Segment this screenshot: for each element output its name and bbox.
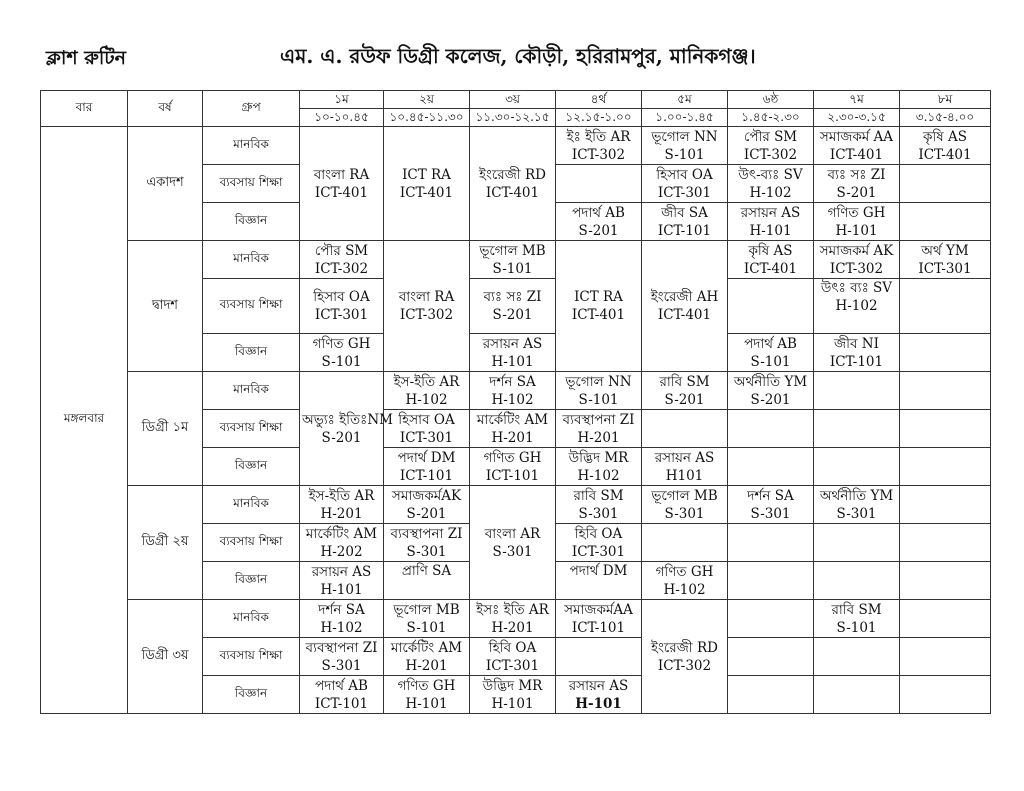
subject-teacher: ভূগোল MB: [479, 242, 546, 259]
room-code: ICT-301: [571, 543, 626, 560]
subject-teacher: ইংরেজী RD: [479, 166, 546, 183]
group-cell: বিজ্ঞান: [203, 203, 300, 241]
empty-cell: [814, 524, 900, 562]
subject-teacher: হিবি OA: [488, 639, 537, 656]
class-cell: [384, 241, 470, 372]
group-cell: ব্যবসায় শিক্ষা: [203, 165, 300, 203]
period-name: ৬ষ্ঠ: [728, 91, 814, 109]
class-cell: [556, 600, 642, 638]
subject-teacher: রসায়ন AS: [311, 563, 372, 580]
room-code: S-201: [750, 391, 791, 408]
room-code: S-201: [406, 505, 447, 522]
period-name: ৮ম: [900, 91, 991, 109]
room-code: S-101: [406, 619, 447, 636]
subject-teacher: রাবি SM: [831, 601, 882, 618]
subject-teacher: গণিত GH: [397, 677, 456, 694]
class-cell: [384, 448, 470, 486]
room-code: H-102: [491, 391, 534, 408]
class-cell: [470, 486, 556, 600]
subject-teacher: পদার্থ AB: [315, 677, 368, 694]
class-cell: [814, 334, 900, 372]
empty-cell: [814, 372, 900, 410]
year-cell: একাদশ: [128, 127, 203, 241]
subject-teacher: মার্কেটিং AM: [305, 525, 378, 542]
room-code: ICT-401: [571, 307, 626, 323]
subject-teacher: সমাজকর্ম AA: [819, 128, 894, 145]
class-cell: [384, 372, 470, 410]
subject-teacher: রসায়ন AS: [654, 449, 715, 466]
subject-teacher: জীব SA: [661, 204, 708, 221]
subject-teacher: মার্কেটিং AM: [390, 639, 463, 656]
col-header-day: বার: [41, 91, 128, 127]
class-cell: [300, 279, 384, 334]
room-code: ICT-401: [485, 184, 540, 201]
room-code: S-201: [492, 307, 533, 323]
period-time: ১.৪৫-২.৩০: [728, 109, 814, 127]
class-cell: [470, 600, 556, 638]
class-cell: [814, 165, 900, 203]
group-cell: বিজ্ঞান: [203, 676, 300, 714]
room-code: S-201: [578, 222, 619, 239]
period-time: ১.০০-১.৪৫: [642, 109, 728, 127]
class-cell: [814, 241, 900, 279]
subject-teacher: পদার্থ DM: [397, 449, 456, 466]
subject-teacher: অর্থনীতি YM: [733, 373, 808, 390]
class-cell: [384, 676, 470, 714]
room-code: S-101: [578, 391, 619, 408]
subject-teacher: গণিত GH: [483, 449, 542, 466]
room-code: S-101: [664, 146, 705, 163]
period-name: ২য়: [384, 91, 470, 109]
group-cell: মানবিক: [203, 600, 300, 638]
room-code: H-102: [749, 184, 792, 201]
empty-cell: [900, 638, 991, 676]
class-cell: [470, 334, 556, 372]
empty-cell: [814, 562, 900, 600]
room-code: H-102: [835, 298, 878, 314]
period-name: ৩য়: [470, 91, 556, 109]
class-cell: [470, 638, 556, 676]
subject-teacher: ICT RA: [402, 166, 451, 183]
class-routine-table: [40, 90, 991, 714]
empty-cell: [728, 600, 814, 638]
room-code: ICT-101: [399, 467, 454, 484]
class-cell: [728, 334, 814, 372]
college-title: এম. এ. রউফ ডিগ্রী কলেজ, কৌড়ী, হরিরামপুর, মানিকগঞ্জ।: [280, 44, 756, 68]
room-code: H-102: [577, 467, 620, 484]
class-cell: [642, 600, 728, 714]
room-code: H-201: [491, 429, 534, 446]
year-cell: ডিগ্রী ৩য়: [128, 600, 203, 714]
class-cell: [384, 600, 470, 638]
header-row: [41, 91, 991, 109]
room-code: H-201: [320, 505, 363, 522]
period-name: ৭ম: [814, 91, 900, 109]
room-code: ICT-302: [743, 146, 798, 163]
subject-teacher: বাংলা RA: [398, 289, 455, 305]
room-code: ICT-401: [918, 146, 972, 163]
class-cell: [814, 279, 900, 334]
group-cell: ব্যবসায় শিক্ষা: [203, 279, 300, 334]
empty-cell: [814, 448, 900, 486]
class-cell: [300, 372, 394, 486]
class-cell: [556, 203, 642, 241]
subject-teacher: ব্যবস্থাপনা ZI: [390, 525, 463, 542]
subject-teacher: উদ্ভিদ MR: [568, 449, 629, 466]
class-cell: [470, 676, 556, 714]
class-cell: [556, 524, 642, 562]
col-header-year: বর্ষ: [128, 91, 203, 127]
period-time: ১০.৪৫-১১.৩০: [384, 109, 470, 127]
subject-teacher: গণিত GH: [827, 204, 886, 221]
class-cell: [300, 562, 384, 600]
class-cell: [300, 241, 384, 279]
class-cell: [728, 127, 814, 165]
year-cell: দ্বাদশ: [128, 241, 203, 372]
table-row: [41, 127, 991, 165]
subject-teacher: সমাজকর্মAK: [391, 487, 462, 504]
room-code: H-201: [405, 657, 448, 674]
subject-teacher: পৌর SM: [743, 128, 798, 145]
class-cell: [728, 486, 814, 524]
class-cell: [300, 676, 384, 714]
class-cell: [814, 127, 900, 165]
group-cell: ব্যবসায় শিক্ষা: [203, 638, 300, 676]
room-code: ICT-401: [314, 184, 369, 201]
room-code: ICT-302: [314, 260, 369, 277]
room-code: S-301: [750, 505, 791, 522]
subject-teacher: গণিত GH: [312, 335, 371, 352]
room-code: H-101: [491, 695, 534, 712]
class-cell: [642, 448, 728, 486]
group-cell: ব্যবসায় শিক্ষা: [203, 524, 300, 562]
class-cell: [900, 241, 991, 279]
empty-cell: [728, 410, 814, 448]
class-cell: [556, 372, 642, 410]
period-time: ১০-১০.৪৫: [300, 109, 384, 127]
class-cell: [470, 410, 556, 448]
room-code: H-102: [663, 581, 706, 598]
period-time: ১২.১৫-১.০০: [556, 109, 642, 127]
subject-teacher: রসায়ন AS: [568, 677, 629, 694]
room-code: S-301: [492, 543, 533, 560]
room-code: ICT-101: [571, 619, 626, 636]
subject-teacher: পৌর SM: [314, 242, 369, 259]
group-cell: ব্যবসায় শিক্ষা: [203, 410, 300, 448]
room-code: H101: [665, 467, 704, 484]
room-code: S-101: [492, 260, 533, 277]
class-cell: [384, 410, 470, 448]
subject-teacher: পদার্থ AB: [572, 204, 625, 221]
empty-cell: [900, 165, 991, 203]
class-cell: [556, 127, 642, 165]
room-code: H-102: [405, 391, 448, 408]
subject-teacher: অর্থ YM: [921, 242, 969, 259]
subject-teacher: উৎ-ব্যঃ SV: [738, 166, 803, 183]
empty-cell: [900, 334, 991, 372]
subject-teacher: হিসাব OA: [656, 166, 713, 183]
room-code: H-102: [320, 619, 363, 636]
year-cell: ডিগ্রী ২য়: [128, 486, 203, 600]
room-code: ICT-302: [399, 307, 454, 323]
room-code: S-301: [578, 505, 619, 522]
subject-teacher: সমাজকর্মAA: [564, 601, 633, 618]
subject-teacher: অর্থনীতি YM: [819, 487, 894, 504]
empty-cell: [900, 676, 991, 714]
empty-cell: [900, 486, 991, 524]
table-row: [41, 241, 991, 279]
room-code: H-202: [320, 543, 363, 560]
room-code: S-201: [321, 429, 362, 446]
group-cell: বিজ্ঞান: [203, 334, 300, 372]
class-cell: [814, 486, 900, 524]
room-code: H-201: [577, 429, 620, 446]
subject-teacher: রাবি SM: [573, 487, 624, 504]
empty-cell: [728, 562, 814, 600]
room-code: ICT-401: [743, 260, 798, 277]
table-row: [41, 600, 991, 638]
group-cell: মানবিক: [203, 241, 300, 279]
room-code: ICT-301: [918, 260, 972, 277]
room-code: S-301: [406, 543, 447, 560]
room-code: S-301: [321, 657, 362, 674]
subject-teacher: ইঃ ইতি AR: [566, 128, 631, 145]
subject-teacher: দর্শন SA: [747, 487, 794, 504]
class-cell: [470, 241, 556, 279]
class-cell: [384, 524, 470, 562]
period-name: ১ম: [300, 91, 384, 109]
room-code: H-101: [749, 222, 792, 239]
room-code: ICT-301: [314, 307, 369, 323]
class-cell: [470, 279, 556, 334]
room-code: ICT-101: [829, 353, 884, 370]
subject-teacher: উৎঃ ব্যঃ SV: [820, 280, 893, 296]
room-code: S-101: [836, 619, 877, 636]
table-row: [41, 486, 991, 524]
subject-teacher: ইস-ইতি AR: [308, 487, 375, 504]
period-name: ৪র্থ: [556, 91, 642, 109]
room-code: S-201: [836, 184, 877, 201]
empty-cell: [900, 203, 991, 241]
empty-cell: [900, 524, 991, 562]
room-code: ICT-302: [829, 260, 884, 277]
group-cell: বিজ্ঞান: [203, 562, 300, 600]
class-cell: [556, 562, 642, 600]
room-code: H-101: [320, 581, 363, 598]
room-code: H-101: [575, 695, 622, 712]
year-cell: ডিগ্রী ১ম: [128, 372, 203, 486]
empty-cell: [642, 410, 728, 448]
empty-cell: [556, 165, 642, 203]
room-code: S-101: [321, 353, 362, 370]
room-code: S-301: [664, 505, 705, 522]
empty-cell: [728, 448, 814, 486]
class-cell: [642, 165, 728, 203]
class-cell: [300, 524, 384, 562]
class-cell: [900, 127, 991, 165]
class-cell: [556, 410, 642, 448]
subject-teacher: বাংলা RA: [313, 166, 370, 183]
class-cell: [384, 562, 470, 600]
subject-teacher: ইংরেজী AH: [650, 289, 719, 305]
empty-cell: [728, 279, 814, 334]
class-cell: [642, 486, 728, 524]
subject-teacher: কৃষি AS: [922, 128, 968, 145]
period-time: ৩.১৫-৪.০০: [900, 109, 991, 127]
empty-cell: [900, 562, 991, 600]
class-cell: [384, 486, 470, 524]
class-cell: [300, 638, 384, 676]
room-code: ICT-101: [314, 695, 369, 712]
empty-cell: [814, 638, 900, 676]
room-code: H-101: [835, 222, 878, 239]
empty-cell: [728, 638, 814, 676]
subject-teacher: দর্শন SA: [318, 601, 365, 618]
class-cell: [642, 127, 728, 165]
class-cell: [642, 203, 728, 241]
subject-teacher: মার্কেটিং AM: [476, 411, 549, 428]
subject-teacher: পদার্থ AB: [744, 335, 797, 352]
room-code: ICT-301: [485, 657, 540, 674]
subject-teacher: অভ্যুঃ ইতিঃNM: [302, 411, 394, 428]
subject-teacher: পদার্থ DM: [569, 563, 628, 579]
empty-cell: [900, 279, 991, 334]
subject-teacher: হিসাব OA: [313, 289, 370, 305]
empty-cell: [814, 410, 900, 448]
subject-teacher: ইসঃ ইতি AR: [476, 601, 549, 618]
class-cell: [642, 562, 728, 600]
room-code: ICT-301: [399, 429, 454, 446]
subject-teacher: ব্যঃ সঃ ZI: [827, 166, 886, 183]
class-cell: [556, 676, 642, 714]
empty-cell: [900, 600, 991, 638]
room-code: ICT-302: [571, 146, 626, 163]
group-cell: মানবিক: [203, 372, 300, 410]
room-code: S-301: [836, 505, 877, 522]
class-cell: [300, 600, 384, 638]
room-code: ICT-101: [657, 222, 712, 239]
subject-teacher: ভূগোল NN: [651, 128, 718, 145]
class-cell: [300, 334, 384, 372]
period-name: ৫ম: [642, 91, 728, 109]
room-code: H-101: [491, 353, 534, 370]
empty-cell: [814, 676, 900, 714]
subject-teacher: ইংরেজী RD: [651, 639, 718, 656]
class-cell: [728, 203, 814, 241]
class-cell: [728, 241, 814, 279]
subject-teacher: গণিত GH: [655, 563, 714, 580]
room-code: H-201: [491, 619, 534, 636]
class-cell: [642, 372, 728, 410]
subject-teacher: রসায়ন AS: [740, 204, 801, 221]
subject-teacher: ব্যবস্থাপনা ZI: [305, 639, 378, 656]
empty-cell: [642, 524, 728, 562]
subject-teacher: ব্যবস্থাপনা ZI: [562, 411, 635, 428]
room-code: ICT-401: [657, 307, 712, 323]
subject-teacher: হিবি OA: [574, 525, 623, 542]
empty-cell: [900, 448, 991, 486]
class-cell: [384, 638, 470, 676]
group-cell: বিজ্ঞান: [203, 448, 300, 486]
room-code: ICT-101: [485, 467, 540, 484]
subject-teacher: ব্যঃ সঃ ZI: [483, 289, 542, 305]
class-cell: [300, 486, 384, 524]
subject-teacher: রসায়ন AS: [482, 335, 543, 352]
subject-teacher: দর্শন SA: [489, 373, 536, 390]
day-cell: মঙ্গলবার: [41, 127, 128, 714]
group-cell: মানবিক: [203, 127, 300, 165]
period-time: ১১.৩০-১২.১৫: [470, 109, 556, 127]
class-cell: [728, 165, 814, 203]
table-row: [41, 372, 991, 410]
class-cell: [470, 127, 556, 241]
subject-teacher: হিসাব OA: [398, 411, 455, 428]
empty-cell: [728, 676, 814, 714]
class-cell: [556, 241, 642, 372]
room-code: S-101: [750, 353, 791, 370]
class-cell: [642, 241, 728, 372]
subject-teacher: ICT RA: [574, 289, 623, 305]
subject-teacher: জীব NI: [834, 335, 879, 352]
room-code: H-101: [405, 695, 448, 712]
empty-cell: [728, 524, 814, 562]
room-code: ICT-301: [657, 184, 712, 201]
period-time: ২.৩০-৩.১৫: [814, 109, 900, 127]
empty-cell: [900, 410, 991, 448]
class-cell: [556, 448, 642, 486]
subject-teacher: সমাজকর্ম AK: [819, 242, 894, 259]
empty-cell: [556, 638, 642, 676]
subject-teacher: বাংলা AR: [484, 525, 541, 542]
class-cell: [814, 203, 900, 241]
subject-teacher: কৃষি AS: [748, 242, 793, 259]
room-code: ICT-401: [829, 146, 884, 163]
class-cell: [384, 127, 470, 241]
empty-cell: [900, 372, 991, 410]
class-cell: [300, 127, 384, 241]
col-header-group: গ্রুপ: [203, 91, 300, 127]
room-code: ICT-302: [657, 657, 712, 674]
subject-teacher: ভূগোল MB: [651, 487, 718, 504]
room-code: ICT-401: [399, 184, 454, 201]
class-cell: [814, 600, 900, 638]
room-code: S-201: [664, 391, 705, 408]
class-cell: [470, 448, 556, 486]
subject-teacher: ভূগোল MB: [393, 601, 460, 618]
class-cell: [728, 372, 814, 410]
subject-teacher: প্রাণি SA: [401, 563, 452, 579]
subject-teacher: রাবি SM: [659, 373, 710, 390]
class-cell: [556, 486, 642, 524]
class-cell: [470, 372, 556, 410]
subject-teacher: ইস-ইতি AR: [393, 373, 460, 390]
subject-teacher: উদ্ভিদ MR: [482, 677, 543, 694]
group-cell: মানবিক: [203, 486, 300, 524]
subject-teacher: ভূগোল NN: [565, 373, 632, 390]
routine-label: ক্লাশ রুটিন: [46, 47, 126, 69]
